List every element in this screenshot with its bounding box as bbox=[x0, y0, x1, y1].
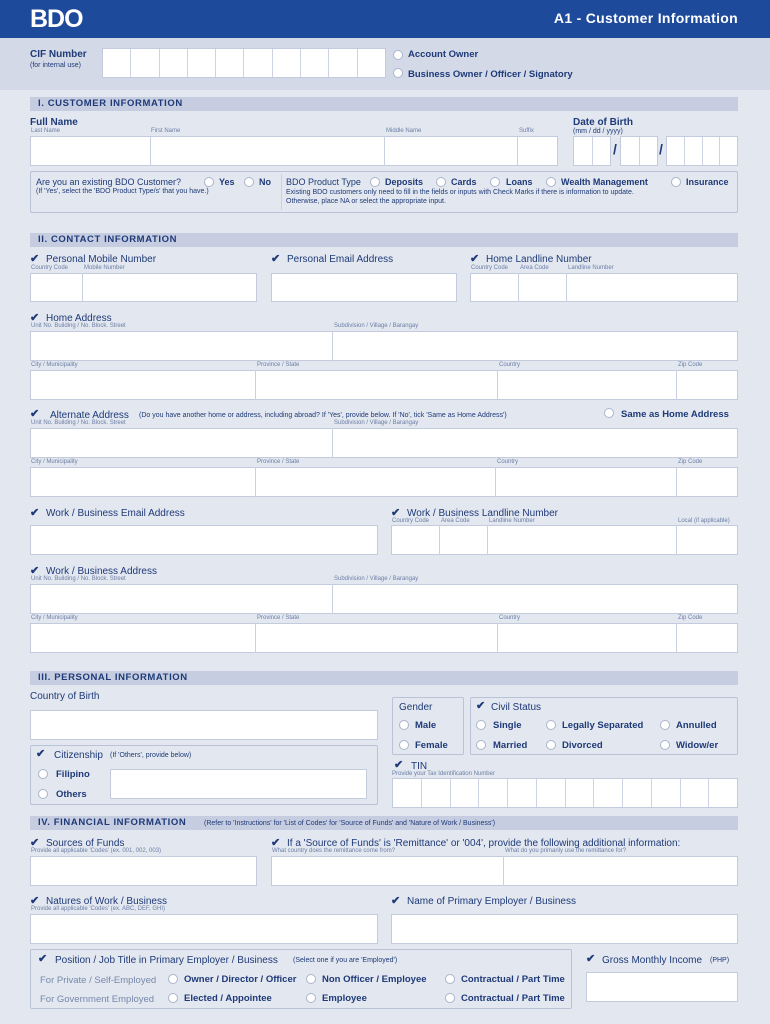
female-radio[interactable] bbox=[399, 740, 409, 750]
area-code-label: Area Code bbox=[520, 265, 549, 271]
divider bbox=[439, 525, 440, 555]
legally-separated-label: Legally Separated bbox=[562, 720, 644, 731]
unit-label: Unit No. Building / No. Block. Street bbox=[31, 576, 126, 582]
same-as-home-checkbox[interactable] bbox=[604, 408, 614, 418]
male-radio[interactable] bbox=[399, 720, 409, 730]
first-name-label: First Name bbox=[151, 128, 181, 134]
check-icon: ✔ bbox=[470, 253, 480, 265]
bdo-logo: BDO bbox=[30, 5, 83, 33]
divider bbox=[676, 623, 677, 653]
zip-label: Zip Code bbox=[678, 459, 703, 465]
dob-month-input[interactable] bbox=[573, 136, 611, 166]
full-name-label: Full Name bbox=[30, 117, 78, 128]
private-label: For Private / Self-Employed bbox=[40, 975, 157, 986]
cif-input[interactable] bbox=[102, 48, 386, 78]
check-icon: ✔ bbox=[271, 837, 281, 849]
gov-employee-radio[interactable] bbox=[306, 993, 316, 1003]
account-owner-label: Account Owner bbox=[408, 49, 479, 60]
male-label: Male bbox=[415, 720, 437, 731]
divider bbox=[503, 856, 504, 886]
zip-label: Zip Code bbox=[678, 615, 703, 621]
city-label: City / Municipality bbox=[31, 615, 78, 621]
divider bbox=[518, 273, 519, 302]
remittance-label: If a 'Source of Funds' is 'Remittance' or '004', provide the following additional information: bbox=[287, 838, 681, 849]
last-name-label: Last Name bbox=[31, 128, 61, 134]
citizenship-other-input[interactable] bbox=[110, 769, 367, 799]
cards-checkbox[interactable] bbox=[436, 177, 446, 187]
check-icon: ✔ bbox=[30, 895, 40, 907]
check-icon: ✔ bbox=[271, 253, 281, 265]
insurance-label: Insurance bbox=[686, 177, 729, 187]
sources-input[interactable] bbox=[30, 856, 257, 886]
check-icon: ✔ bbox=[476, 700, 486, 712]
tin-input[interactable] bbox=[392, 778, 738, 808]
work-email-input[interactable] bbox=[30, 525, 378, 555]
divider bbox=[150, 136, 151, 166]
section-title: III. PERSONAL INFORMATION bbox=[38, 672, 188, 683]
existing-note: (If 'Yes', select the 'BDO Product Type/s' that you have.) bbox=[36, 188, 209, 195]
cif-sub: (for internal use) bbox=[30, 62, 81, 69]
gov-label: For Government Employed bbox=[40, 994, 155, 1005]
annulled-label: Annulled bbox=[676, 720, 717, 731]
wealth-label: Wealth Management bbox=[561, 177, 648, 187]
divider bbox=[332, 331, 333, 361]
existing-yes-label: Yes bbox=[219, 177, 235, 187]
gov-employee-label: Employee bbox=[322, 993, 367, 1004]
divider bbox=[676, 370, 677, 400]
mobile-input[interactable] bbox=[30, 273, 257, 302]
tin-sub: Provide your Tax Identification Number bbox=[392, 771, 495, 777]
divider bbox=[497, 370, 498, 400]
dob-format: (mm / dd / yyyy) bbox=[573, 128, 623, 135]
check-icon: ✔ bbox=[30, 312, 40, 324]
work-landline-input[interactable] bbox=[391, 525, 738, 555]
check-icon: ✔ bbox=[30, 837, 40, 849]
work-email-label: Work / Business Email Address bbox=[46, 508, 185, 519]
contractual-private-radio[interactable] bbox=[445, 974, 455, 984]
subdivision-label: Subdivision / Village / Barangay bbox=[334, 420, 419, 426]
divider bbox=[676, 525, 677, 555]
elected-label: Elected / Appointee bbox=[184, 993, 272, 1004]
sources-label: Sources of Funds bbox=[46, 838, 125, 849]
citizenship-note: (If 'Others', provide below) bbox=[110, 752, 192, 759]
tin-label: TIN bbox=[411, 761, 428, 772]
landline-number-label: Landline Number bbox=[568, 265, 614, 271]
filipino-radio[interactable] bbox=[38, 769, 48, 779]
citizenship-label: Citizenship bbox=[54, 750, 103, 761]
divorced-label: Divorced bbox=[562, 740, 603, 751]
divider bbox=[517, 136, 518, 166]
remittance-input[interactable] bbox=[271, 856, 738, 886]
alt-address-note: (Do you have another home or address, including abroad? If 'Yes', provide below. If 'No', tick 'Same as Home Address') bbox=[139, 412, 507, 419]
nature-sub: Provide all applicable 'Codes' (ex. ABC, DEF, GHI) bbox=[31, 906, 166, 912]
divider bbox=[281, 174, 282, 210]
home-street-input[interactable] bbox=[30, 331, 738, 361]
home-address-label: Home Address bbox=[46, 313, 112, 324]
insurance-checkbox[interactable] bbox=[671, 177, 681, 187]
married-label: Married bbox=[493, 740, 528, 751]
loans-label: Loans bbox=[506, 177, 533, 187]
remittance-country-label: What country does the remittance come from? bbox=[272, 848, 396, 854]
elected-radio[interactable] bbox=[168, 993, 178, 1003]
female-label: Female bbox=[415, 740, 448, 751]
dob-year-input[interactable] bbox=[666, 136, 738, 166]
work-landline-number-label: Landline Number bbox=[489, 518, 535, 524]
work-city-input[interactable] bbox=[30, 623, 738, 653]
business-owner-label: Business Owner / Officer / Signatory bbox=[408, 69, 573, 80]
work-landline-label: Work / Business Landline Number bbox=[407, 508, 558, 519]
divider bbox=[384, 136, 385, 166]
loans-checkbox[interactable] bbox=[490, 177, 500, 187]
cards-label: Cards bbox=[451, 177, 477, 187]
full-name-input[interactable] bbox=[30, 136, 558, 166]
others-radio[interactable] bbox=[38, 789, 48, 799]
email-input[interactable] bbox=[271, 273, 457, 302]
divider bbox=[255, 370, 256, 400]
existing-no-radio[interactable] bbox=[244, 177, 254, 187]
married-radio[interactable] bbox=[476, 740, 486, 750]
existing-yes-radio[interactable] bbox=[204, 177, 214, 187]
account-owner-radio[interactable] bbox=[393, 50, 403, 60]
existing-question: Are you an existing BDO Customer? bbox=[36, 177, 182, 187]
section-contact-info bbox=[30, 233, 738, 247]
zip-label: Zip Code bbox=[678, 362, 703, 368]
section-title: II. CONTACT INFORMATION bbox=[38, 234, 178, 245]
alt-city-input[interactable] bbox=[30, 467, 738, 497]
income-label: Gross Monthly Income bbox=[602, 955, 703, 966]
subdivision-label: Subdivision / Village / Barangay bbox=[334, 576, 419, 582]
email-label: Personal Email Address bbox=[287, 254, 394, 265]
product-note-1: Existing BDO customers only need to fill in the fields or inputs with Check Marks if there is information to update. bbox=[286, 189, 634, 196]
divider bbox=[497, 623, 498, 653]
contractual-private-label: Contractual / Part Time bbox=[461, 974, 565, 985]
divider bbox=[676, 467, 677, 497]
deposits-checkbox[interactable] bbox=[370, 177, 380, 187]
check-icon: ✔ bbox=[586, 953, 596, 965]
nature-input[interactable] bbox=[30, 914, 378, 944]
check-icon: ✔ bbox=[30, 565, 40, 577]
province-label: Province / State bbox=[257, 615, 300, 621]
nature-label: Natures of Work / Business bbox=[46, 896, 167, 907]
section-customer-info bbox=[30, 97, 738, 111]
divorced-radio[interactable] bbox=[546, 740, 556, 750]
employer-input[interactable] bbox=[391, 914, 738, 944]
country-birth-label: Country of Birth bbox=[30, 691, 100, 702]
dob-slash: / bbox=[659, 141, 663, 157]
divider bbox=[487, 525, 488, 555]
middle-name-label: Middle Name bbox=[386, 128, 422, 134]
wealth-checkbox[interactable] bbox=[546, 177, 556, 187]
single-radio[interactable] bbox=[476, 720, 486, 730]
subdivision-label: Subdivision / Village / Barangay bbox=[334, 323, 419, 329]
alt-address-label: Alternate Address bbox=[50, 410, 129, 421]
income-unit: (PHP) bbox=[710, 957, 730, 964]
country-label: Country bbox=[499, 615, 521, 621]
income-input[interactable] bbox=[586, 972, 738, 1002]
product-type-label: BDO Product Type bbox=[286, 177, 361, 187]
check-icon: ✔ bbox=[391, 507, 401, 519]
others-label: Others bbox=[56, 789, 87, 800]
check-icon: ✔ bbox=[30, 408, 40, 420]
work-street-input[interactable] bbox=[30, 584, 738, 614]
dob-slash: / bbox=[613, 141, 617, 157]
civil-status-label: Civil Status bbox=[491, 702, 542, 713]
unit-label: Unit No. Building / No. Block. Street bbox=[31, 323, 126, 329]
gender-label: Gender bbox=[399, 702, 433, 713]
employer-label: Name of Primary Employer / Business bbox=[407, 896, 576, 907]
unit-label: Unit No. Building / No. Block. Street bbox=[31, 420, 126, 426]
suffix-label: Suffix bbox=[519, 128, 534, 134]
section-title: I. CUSTOMER INFORMATION bbox=[38, 98, 183, 109]
country-label: Country bbox=[497, 459, 519, 465]
financial-note: (Refer to 'Instructions' for 'List of Codes' for 'Source of Funds' and 'Nature of Work / Business') bbox=[204, 820, 496, 827]
divider bbox=[566, 273, 567, 302]
annulled-radio[interactable] bbox=[660, 720, 670, 730]
divider bbox=[255, 467, 256, 497]
mobile-number-label: Mobile Number bbox=[84, 265, 125, 271]
country-code-label: Country Code bbox=[31, 265, 69, 271]
city-label: City / Municipality bbox=[31, 362, 78, 368]
local-label: Local (if applicable) bbox=[678, 518, 730, 524]
divider bbox=[332, 584, 333, 614]
landline-input[interactable] bbox=[470, 273, 738, 302]
remittance-use-label: What do you primarily use the remittance for? bbox=[505, 848, 627, 854]
home-city-input[interactable] bbox=[30, 370, 738, 400]
deposits-label: Deposits bbox=[385, 177, 424, 187]
check-icon: ✔ bbox=[30, 507, 40, 519]
contractual-gov-label: Contractual / Part Time bbox=[461, 993, 565, 1004]
mobile-label: Personal Mobile Number bbox=[46, 254, 157, 265]
province-label: Province / State bbox=[257, 362, 300, 368]
non-officer-radio[interactable] bbox=[306, 974, 316, 984]
section-personal-info bbox=[30, 671, 738, 685]
business-owner-radio[interactable] bbox=[393, 68, 403, 78]
country-label: Country bbox=[499, 362, 521, 368]
landline-country-code-label: Country Code bbox=[471, 265, 509, 271]
legally-separated-radio[interactable] bbox=[546, 720, 556, 730]
province-label: Province / State bbox=[257, 459, 300, 465]
product-note-2: Otherwise, place NA or select the appropriate input. bbox=[286, 198, 446, 205]
divider bbox=[332, 428, 333, 458]
alt-street-input[interactable] bbox=[30, 428, 738, 458]
divider bbox=[495, 467, 496, 497]
work-address-label: Work / Business Address bbox=[46, 566, 157, 577]
city-label: City / Municipality bbox=[31, 459, 78, 465]
dob-day-input[interactable] bbox=[620, 136, 658, 166]
cif-label: CIF Number bbox=[30, 49, 87, 60]
work-area-code-label: Area Code bbox=[441, 518, 470, 524]
single-label: Single bbox=[493, 720, 522, 731]
check-icon: ✔ bbox=[394, 759, 404, 771]
contractual-gov-radio[interactable] bbox=[445, 993, 455, 1003]
owner-label: Owner / Director / Officer bbox=[184, 974, 297, 985]
existing-no-label: No bbox=[259, 177, 271, 187]
non-officer-label: Non Officer / Employee bbox=[322, 974, 427, 985]
widower-radio[interactable] bbox=[660, 740, 670, 750]
check-icon: ✔ bbox=[30, 253, 40, 265]
dob-label: Date of Birth bbox=[573, 117, 633, 128]
country-birth-input[interactable] bbox=[30, 710, 378, 740]
section-title: IV. FINANCIAL INFORMATION bbox=[38, 817, 187, 828]
check-icon: ✔ bbox=[391, 895, 401, 907]
check-icon: ✔ bbox=[38, 953, 48, 965]
work-country-code-label: Country Code bbox=[392, 518, 430, 524]
widower-label: Widow/er bbox=[676, 740, 719, 751]
check-icon: ✔ bbox=[36, 748, 46, 760]
landline-label: Home Landline Number bbox=[486, 254, 592, 265]
divider bbox=[255, 623, 256, 653]
position-note: (Select one if you are 'Employed') bbox=[293, 957, 398, 964]
form-title: A1 - Customer Information bbox=[553, 10, 738, 26]
sources-sub: Provide all applicable 'Codes' (ex. 001, 002, 003) bbox=[31, 848, 162, 854]
divider bbox=[82, 273, 83, 302]
filipino-label: Filipino bbox=[56, 769, 90, 780]
owner-radio[interactable] bbox=[168, 974, 178, 984]
position-label: Position / Job Title in Primary Employer / Business bbox=[55, 955, 278, 966]
same-as-home-label: Same as Home Address bbox=[621, 409, 729, 420]
